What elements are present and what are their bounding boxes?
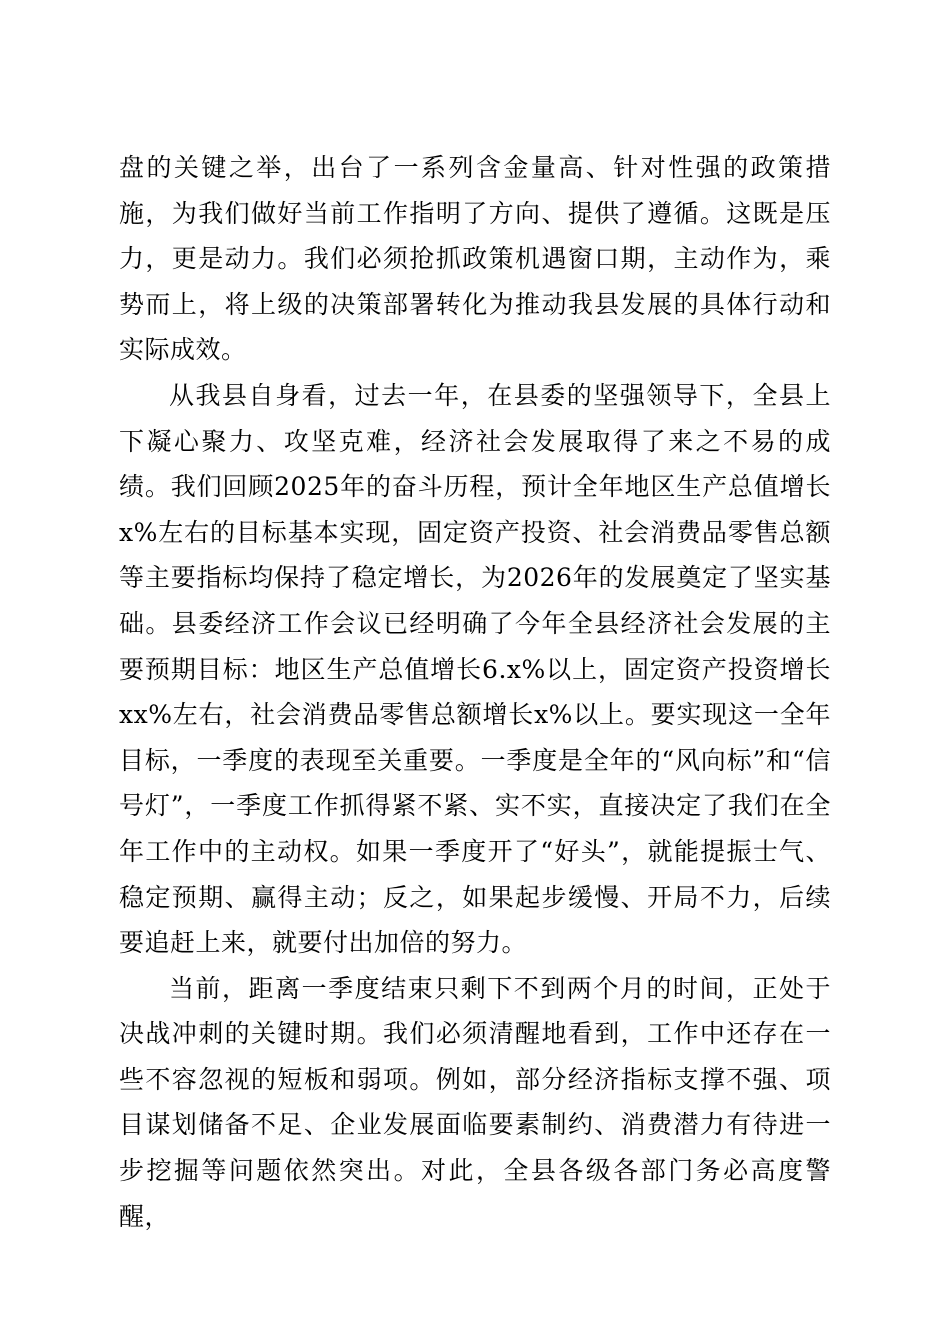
paragraph-continuation: 盘的关键之举，出台了一系列含金量高、针对性强的政策措施，为我们做好当前工作指明了方向、提供了遵循。这既是压力，更是动力。我们必须抢抓政策机遇窗口期，主动作为，乘势而上，将上级的决策部署转化为推动我县发展的具体行动和实际成效。: [119, 153, 831, 365]
paragraph-current-situation: 当前，距离一季度结束只剩下不到两个月的时间，正处于决战冲刺的关键时期。我们必须清醒地看到，工作中还存在一些不容忽视的短板和弱项。例如，部分经济指标支撑不强、项目谋划储备不足、企业发展面临要素制约、消费潜力有待进一步挖掘等问题依然突出。对此，全县各级各部门务必高度警醒，: [119, 973, 831, 1231]
paragraph-county-review: 从我县自身看，过去一年，在县委的坚强领导下，全县上下凝心聚力、攻坚克难，经济社会发展取得了来之不易的成绩。我们回顾2025年的奋斗历程，预计全年地区生产总值增长 x%左右的目标基本实现，固定资产投资、社会消费品零售总额等主要指标均保持了稳定增长，为2026年的发展奠定了坚实基础。县委经济工作会议已经明确了今年全县经济社会发展的主要预期目标：地区生产总值增长6.x%以上，固定资产投资增长xx%左右，社会消费品零售总额增长x%以上。要实现这一全年目标，一季度的表现至关重要。一季度是全年的“风向标”和“信号灯”，一季度工作抓得紧不紧、实不实，直接决定了我们在全年工作中的主动权。如果一季度开了“好头”，就能提振士气、稳定预期、赢得主动；反之，如果起步缓慢、开局不力，后续要追赶上来，就要付出加倍的努力。: [119, 380, 831, 958]
document-body: [119, 145, 831, 1239]
